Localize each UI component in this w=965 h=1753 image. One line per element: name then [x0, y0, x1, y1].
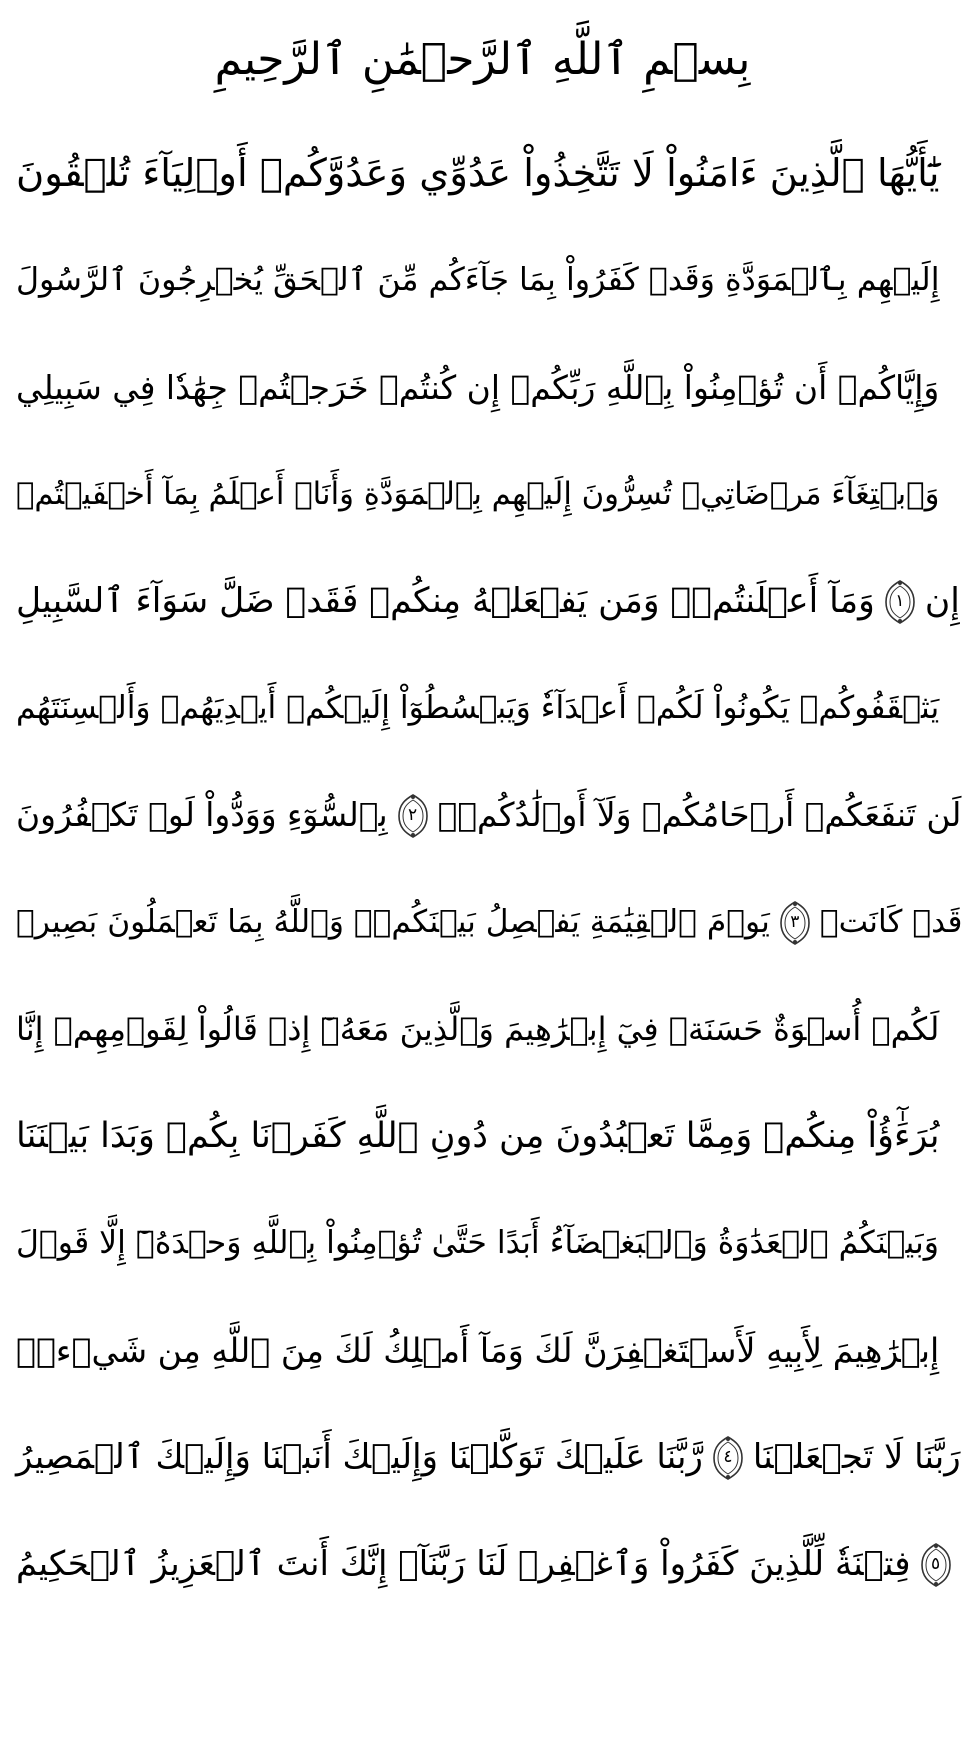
verse-line: [16, 120, 949, 227]
verse-line: [16, 548, 960, 655]
verse-text: يَثۡقَفُوكُمۡ يَكُونُواْ لَكُمۡ أَعۡدَآءٗ وَيَبۡسُطُوٓاْ إِلَيۡكُمۡ أَيۡدِيَهُمۡ وَأَلۡسِنَتَهُم: [16, 690, 940, 726]
verse-text: إِلَيۡهِم بِٱلۡمَوَدَّةِ وَقَدۡ كَفَرُواْ بِمَا جَآءَكُم مِّنَ ٱلۡحَقِّ يُخۡرِجُونَ ٱلرَّسُولَ: [16, 262, 940, 298]
ayah-number-marker: [919, 1542, 953, 1588]
verse-text: وَمَآ أَعۡلَنتُمۡۚ وَمَن يَفۡعَلۡهُ مِنكُمۡ فَقَدۡ ضَلَّ سَوَآءَ ٱلسَّبِيلِ: [16, 581, 875, 621]
verse-line: [16, 334, 949, 441]
basmala: بِسۡمِ ٱللَّهِ ٱلرَّحۡمَٰنِ ٱلرَّحِيمِ: [214, 34, 751, 85]
verse-line: [16, 976, 949, 1083]
verse-text: رَبَّنَا لَا تَجۡعَلۡنَا: [752, 1437, 961, 1477]
ayah-number: ٥: [930, 1554, 941, 1574]
verse-text: فِتۡنَةٗ لِّلَّذِينَ كَفَرُواْ وَٱغۡفِرۡ لَنَا رَبَّنَآۖ إِنَّكَ أَنتَ ٱلۡعَزِيزُ ٱلۡحَكِيمُ: [16, 1544, 911, 1584]
verse-text: وَٱبۡتِغَآءَ مَرۡضَاتِيۚ تُسِرُّونَ إِلَيۡهِم بِٱلۡمَوَدَّةِ وَأَنَا۠ أَعۡلَمُ بِمَآ أَخۡفَيۡتُمۡ: [16, 476, 940, 512]
verse-line: [16, 762, 962, 869]
verse-text: يَٰٓأَيُّهَا ٱلَّذِينَ ءَامَنُواْ لَا تَتَّخِذُواْ عَدُوِّي وَعَدُوَّكُمۡ أَوۡلِيَآءَ تُلۡقُونَ: [16, 151, 940, 196]
verse-text: بِٱلسُّوٓءِ وَوَدُّواْ لَوۡ تَكۡفُرُونَ: [16, 796, 388, 834]
verse-text: يَوۡمَ ٱلۡقِيَٰمَةِ يَفۡصِلُ بَيۡنَكُمۡۚ وَٱللَّهُ بِمَا تَعۡمَلُونَ بَصِيرٞ: [16, 904, 770, 940]
verse-line: [16, 869, 963, 976]
verse-line: [16, 1190, 949, 1297]
verse-text: إِبۡرَٰهِيمَ لِأَبِيهِ لَأَسۡتَغۡفِرَنَّ لَكَ وَمَآ أَمۡلِكُ لَكَ مِنَ ٱللَّهِ مِن شَيۡءٖۖ: [16, 1331, 940, 1370]
ayah-number: ١: [895, 591, 905, 611]
verse-line: [16, 655, 949, 762]
verse-text: قَدۡ كَانَتۡ: [819, 904, 963, 940]
verse-line: [16, 1511, 949, 1618]
ayah-number: ٢: [408, 805, 418, 825]
verse-line: [16, 1404, 961, 1511]
ayah-number-marker: [883, 579, 917, 625]
verse-line: [16, 227, 949, 334]
verse-text: إِن: [924, 581, 960, 621]
verse-text: لَن تَنفَعَكُمۡ أَرۡحَامُكُمۡ وَلَآ أَوۡلَٰدُكُمۡۚ: [437, 796, 962, 834]
ayah-number: ٤: [723, 1447, 733, 1467]
verse-text: وَبَيۡنَكُمُ ٱلۡعَدَٰوَةُ وَٱلۡبَغۡضَآءُ أَبَدًا حَتَّىٰ تُؤۡمِنُواْ بِٱللَّهِ وَحۡدَهُۥٓ إِلَّا قَوۡلَ: [16, 1225, 939, 1261]
verse-text: بُرَءَٰٓؤُاْ مِنكُمۡ وَمِمَّا تَعۡبُدُونَ مِن دُونِ ٱللَّهِ كَفَرۡنَا بِكُمۡ وَبَدَا بَيۡنَنَا: [16, 1116, 940, 1156]
ayah-number-marker: [711, 1435, 745, 1481]
ayah-number-marker: [778, 900, 812, 946]
ayah-number-marker: [396, 793, 430, 839]
verse-line: [16, 441, 949, 548]
verse-line: [16, 1297, 949, 1404]
verse-text: رَّبَّنَا عَلَيۡكَ تَوَكَّلۡنَا وَإِلَيۡكَ أَنَبۡنَا وَإِلَيۡكَ ٱلۡمَصِيرُ: [16, 1437, 703, 1477]
verse-line: [16, 1083, 949, 1190]
verse-text: لَكُمۡ أُسۡوَةٌ حَسَنَةٞ فِيٓ إِبۡرَٰهِيمَ وَٱلَّذِينَ مَعَهُۥٓ إِذۡ قَالُواْ لِقَوۡمِهِمۡ إِنَّا: [16, 1010, 940, 1048]
verse-lines: [16, 120, 963, 1618]
ayah-number: ٣: [790, 912, 800, 932]
verse-text: وَإِيَّاكُمۡ أَن تُؤۡمِنُواْ بِٱللَّهِ رَبِّكُمۡ إِن كُنتُمۡ خَرَجۡتُمۡ جِهَٰدٗا فِي سَبِيلِي: [16, 368, 940, 407]
